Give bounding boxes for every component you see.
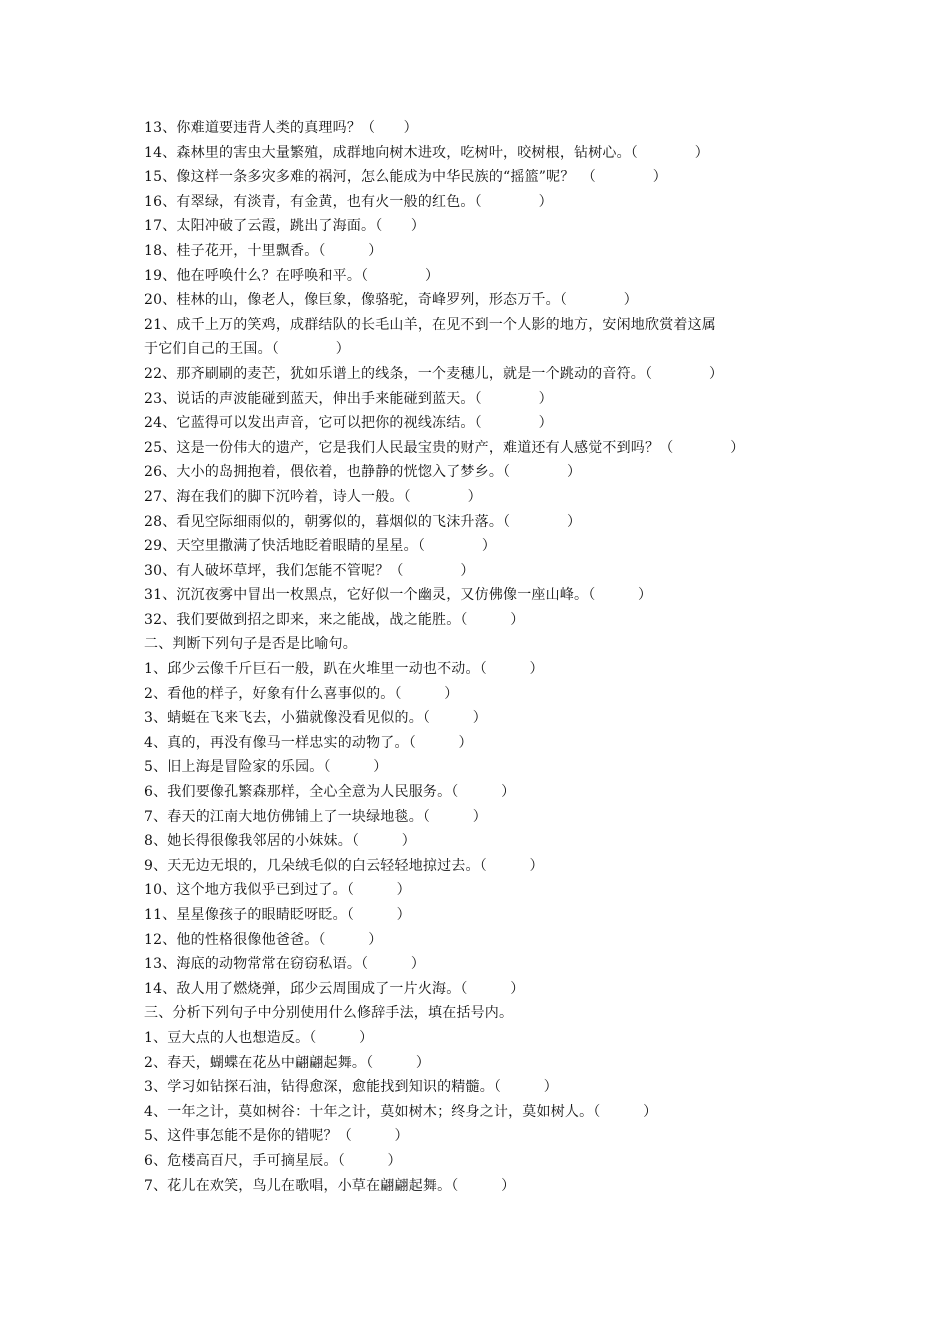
- section-2-item-11: 11、星星像孩子的眼睛眨呀眨。（ ）: [144, 907, 411, 923]
- question-32: 32、我们要做到招之即来，来之能战，战之能胜。（ ）: [144, 611, 525, 628]
- section-2-item-8: 8、她长得很像我邻居的小妹妹。（ ）: [144, 833, 416, 850]
- question-27: 27、海在我们的脚下沉吟着，诗人一般。（ ）: [144, 488, 482, 505]
- question-29: 29、天空里撒满了快活地眨着眼睛的星星。（ ）: [144, 538, 497, 555]
- question-22: 22、那齐刷刷的麦芒，犹如乐谱上的线条，一个麦穗儿，就是一个跳动的音符。（ ）: [144, 365, 724, 382]
- section-3-item-3: 3、学习如钻探石油，钻得愈深，愈能找到知识的精髓。（ ）: [144, 1079, 558, 1096]
- question-18: 18、桂子花开，十里飘香。（ ）: [144, 242, 383, 259]
- question-19: 19、他在呼唤什么？在呼唤和平。（ ）: [144, 267, 440, 284]
- section-2-item-6: 6、我们要像孔繁森那样，全心全意为人民服务。（ ）: [144, 784, 516, 801]
- question-16: 16、有翠绿，有淡青，有金黄，也有火一般的红色。（ ）: [144, 193, 553, 210]
- section-2-item-2: 2、看他的样子，好象有什么喜事似的。（ ）: [144, 685, 459, 702]
- question-30: 30、有人破坏草坪，我们怎能不管呢？（ ）: [144, 562, 475, 579]
- section-3-item-4: 4、一年之计，莫如树谷：十年之计，莫如树木；终身之计，莫如树人。（ ）: [144, 1103, 658, 1120]
- question-24: 24、它蓝得可以发出声音，它可以把你的视线冻结。（ ）: [144, 415, 553, 432]
- section-2-item-7: 7、春天的江南大地仿佛铺上了一块绿地毯。（ ）: [144, 808, 487, 825]
- section-3-item-2: 2、春天，蝴蝶在花丛中翩翩起舞。（ ）: [144, 1054, 431, 1071]
- section-3-item-1: 1、豆大点的人也想造反。（ ）: [144, 1029, 374, 1046]
- section-2-item-13: 13、海底的动物常常在窃窃私语。（ ）: [144, 956, 426, 973]
- section-2-item-10: 10、这个地方我似乎已到过了。（ ）: [144, 882, 411, 899]
- section-2-heading: 二、判断下列句子是否是比喻句。: [144, 636, 357, 653]
- question-20: 20、桂林的山，像老人，像巨象，像骆驼，奇峰罗列，形态万千。（ ）: [144, 292, 639, 309]
- question-25: 25、这是一份伟大的遗产，它是我们人民最宝贵的财产，难道还有人感觉不到吗？（ ）: [144, 439, 745, 456]
- question-14: 14、森林里的害虫大量繁殖，成群地向树木进攻，吃树叶，咬树根，钻树心。（ ）: [144, 144, 710, 161]
- worksheet-page: [144, 116, 824, 1198]
- section-2-item-9: 9、天无边无垠的，几朵绒毛似的白云轻轻地掠过去。（ ）: [144, 857, 544, 874]
- section-3-item-6: 6、危楼高百尺，手可摘星辰。（ ）: [144, 1152, 402, 1169]
- section-3-heading: 三、分析下列句子中分别使用什么修辞手法，填在括号内。: [144, 1005, 514, 1022]
- question-21-part-2: 于它们自己的王国。（ ）: [144, 341, 350, 358]
- section-2-item-4: 4、真的，再没有像马一样忠实的动物了。（ ）: [144, 734, 473, 751]
- question-17: 17、太阳冲破了云霞，跳出了海面。（ ）: [144, 218, 426, 235]
- section-3-item-7: 7、花儿在欢笑，鸟儿在歌唱，小草在翩翩起舞。（ ）: [144, 1177, 516, 1194]
- question-15: 15、像这样一条多灾多难的祸河，怎么能成为中华民族的“摇篮”呢？ （ ）: [144, 169, 667, 186]
- question-21-part-1: 21、成千上万的笑鸡，成群结队的长毛山羊，在见不到一个人影的地方，安闲地欣赏着这属: [144, 316, 717, 333]
- section-2-item-12: 12、他的性格很像他爸爸。（ ）: [144, 931, 383, 948]
- section-2-item-5: 5、旧上海是冒险家的乐园。（ ）: [144, 759, 388, 776]
- section-2-item-3: 3、蜻蜓在飞来飞去，小猫就像没看见似的。（ ）: [144, 710, 487, 727]
- question-23: 23、说话的声波能碰到蓝天，伸出手来能碰到蓝天。（ ）: [144, 390, 553, 407]
- question-13: 13、你难道要违背人类的真理吗？（ ）: [144, 120, 418, 136]
- section-2-item-14: 14、敌人用了燃烧弹，邱少云周围成了一片火海。（ ）: [144, 980, 525, 997]
- section-3-item-5: 5、这件事怎能不是你的错呢？（ ）: [144, 1128, 409, 1145]
- question-31: 31、沉沉夜雾中冒出一枚黑点，它好似一个幽灵，又仿佛像一座山峰。（ ）: [144, 587, 653, 604]
- section-2-item-1: 1、邱少云像千斤巨石一般，趴在火堆里一动也不动。（ ）: [144, 661, 544, 678]
- question-28: 28、看见空际细雨似的，朝雾似的，暮烟似的飞沫升落。（ ）: [144, 513, 582, 530]
- question-26: 26、大小的岛拥抱着，偎依着，也静静的恍惚入了梦乡。（ ）: [144, 464, 582, 481]
